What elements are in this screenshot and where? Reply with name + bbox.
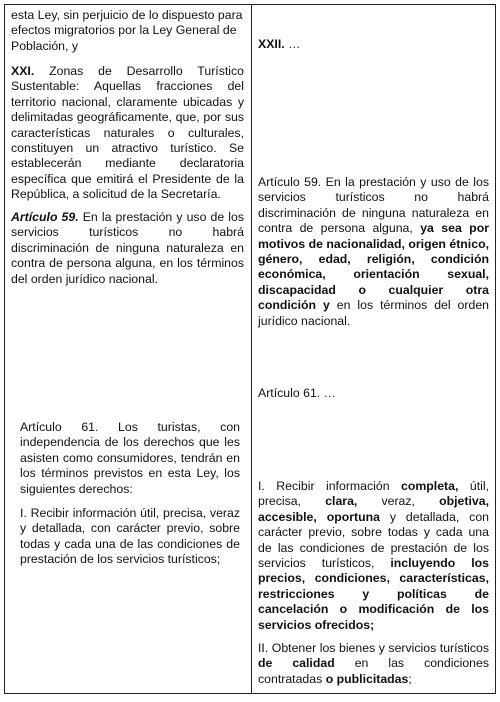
right-fii-text-1: II. Obtener los bienes y servicios turísticos — [258, 641, 489, 655]
left-column — [5, 5, 251, 567]
right-fi-bold-2: clara, — [325, 494, 358, 509]
left-fraction-i-text: I. Recibir información útil, precisa, veraz y detallada, con carácter previo, sobre todas y cada una de las condiciones de prestación de los servicios turísticos; — [20, 506, 240, 567]
right-fi-bold-4: incluyendo los precios, condiciones, características, restricciones y políticas de cancelación o modificación de los servicios ofrecidos; — [258, 556, 490, 632]
right-fraction-i — [258, 479, 489, 633]
right-art59-text-1: Artículo 59. En la prestación y uso de los servicios turísticos no habrá discriminación de ninguna naturaleza en contra de persona alguna, — [258, 175, 489, 236]
column-divider — [251, 5, 252, 693]
article-59-label: Artículo 59. — [11, 210, 79, 224]
right-fii-bold-1: de calidad — [258, 656, 335, 671]
right-fi-text-4: y detallada, con carácter previo, sobre todas y cada una de las condiciones de prestación de los servicios turísticos, — [258, 509, 489, 571]
comparison-table — [4, 4, 496, 694]
right-fi-text-3: veraz, — [357, 494, 440, 509]
right-fi-bold-1: completa, — [401, 479, 459, 493]
article-59-text: En la prestación y uso de los servicios turísticos no habrá discriminación de ninguna naturaleza en contra de persona alguna, en los términos del orden jurídico nacional. — [11, 210, 244, 286]
right-fi-text-2: útil, precisa, — [258, 479, 489, 509]
left-article-59 — [11, 210, 244, 287]
left-fraction-i — [20, 506, 240, 568]
left-fraction-xxi — [11, 64, 244, 203]
right-fi-text-1: I. Recibir información — [258, 479, 401, 493]
right-article-61 — [258, 386, 489, 401]
right-fi-bold-3: objetiva, accesible, oportuna — [258, 494, 489, 524]
right-article-59 — [258, 175, 489, 329]
left-intro-text: esta Ley, sin perjuicio de lo dispuesto para efectos migratorios por la Ley General de Población, y — [11, 8, 243, 53]
fraction-xxi-text: Zonas de Desarrollo Turístico Sustentable: Aquellas fracciones del territorio nacional, claramente ubicadas y delimitadas geográficamente, que, por sus características naturales o culturales, constituyen un atractivo turístico. Se establecerán mediante declaratoria específica que emitirá el Presidente de la República, a solicitud de la Secretaría. — [11, 64, 244, 202]
right-fii-text-2: en las condiciones contratadas — [258, 656, 490, 686]
fraction-xxi-label: XXI. — [11, 64, 35, 78]
right-art59-bold-1: ya sea por motivos de nacionalidad, origen étnico, género, edad, religión, condición económica, orientación sexual, discapacidad o cualquier otra condición y — [258, 221, 489, 313]
right-fraction-xxii — [258, 37, 489, 52]
article-61-text: Artículo 61. Los turistas, con independencia de los derechos que les asisten como consumidores, tendrán en los términos previstos en esta Ley, los siguientes derechos: — [20, 420, 240, 496]
fraction-xxii-ellipsis: … — [284, 37, 301, 51]
right-fii-text-3: ; — [408, 671, 412, 686]
left-article-61 — [20, 420, 240, 497]
right-fii-bold-2: o publicitadas — [325, 671, 409, 686]
right-fraction-ii — [258, 641, 489, 687]
left-intro-paragraph — [11, 8, 244, 54]
fraction-xxii-label: XXII. — [258, 37, 285, 51]
right-art59-text-2: en los términos del orden jurídico nacional. — [258, 298, 489, 328]
right-article-61-text: Artículo 61. … — [258, 386, 336, 400]
